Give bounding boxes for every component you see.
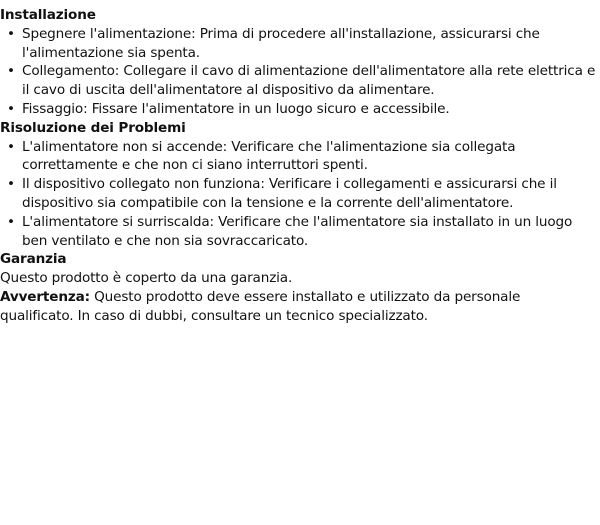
- bullet-icon: •: [7, 213, 15, 230]
- list-item: [7, 62, 596, 100]
- list-item-text: Il dispositivo collegato non funziona: Verificare i collegamenti e assicurarsi che il dispositivo sia compatibile con la tensione e la corrente dell'alimentatore.: [22, 176, 557, 211]
- warranty-text: Questo prodotto è coperto da una garanzia.: [0, 270, 293, 287]
- warning-label: Avvertenza:: [0, 288, 90, 305]
- bullet-icon: •: [7, 176, 15, 193]
- warning-text: Questo prodotto deve essere installato e utilizzato da personale qualificato. In caso di dubbi, consultare un tecnico specializzato.: [0, 288, 521, 324]
- list-item-text: Collegamento: Collegare il cavo di alimentazione dell'alimentatore alla rete elettrica e il cavo di uscita dell'alimentatore al dispositivo da alimentare.: [22, 63, 596, 99]
- list-item: [7, 25, 596, 63]
- troubleshooting-heading: Risoluzione dei Problemi: [0, 119, 186, 136]
- list-item: [7, 100, 596, 119]
- list-item: [7, 175, 596, 213]
- installation-list: [0, 25, 596, 119]
- bullet-icon: •: [7, 63, 15, 80]
- list-item-text: L'alimentatore si surriscalda: Verificare che l'alimentatore sia installato in un luogo ben ventilato e che non sia sovraccaricato.: [22, 213, 573, 249]
- installation-heading: Installazione: [0, 7, 96, 23]
- bullet-icon: •: [7, 100, 15, 117]
- list-item-text: Fissaggio: Fissare l'alimentatore in un luogo sicuro e accessibile.: [22, 100, 450, 117]
- list-item: [7, 213, 596, 251]
- troubleshooting-list: [0, 138, 596, 251]
- bullet-icon: •: [7, 25, 15, 42]
- warning-paragraph: [0, 288, 596, 326]
- bullet-icon: •: [7, 138, 15, 155]
- list-item-text: Spegnere l'alimentazione: Prima di procedere all'installazione, assicurarsi che l'alimentazione sia spenta.: [22, 25, 540, 61]
- list-item-text: L'alimentatore non si accende: Verificare che l'alimentazione sia collegata correttamente e che non ci siano interruttori spenti.: [22, 138, 516, 174]
- warranty-heading: Garanzia: [0, 251, 67, 268]
- list-item: [7, 138, 596, 176]
